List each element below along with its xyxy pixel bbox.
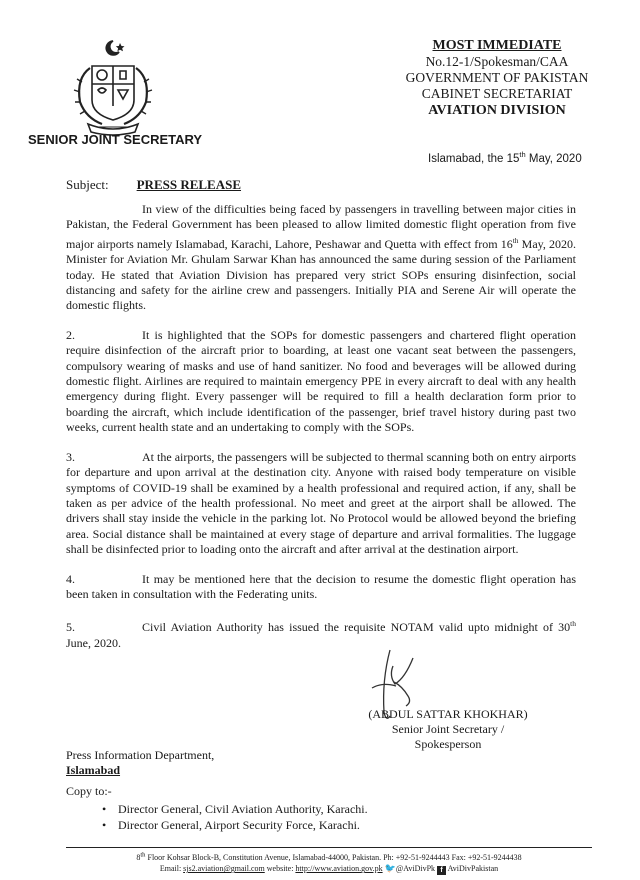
signatory-block bbox=[338, 707, 558, 752]
footer-address-line bbox=[136, 853, 521, 862]
list-item: • Director General, Airport Security Force, Karachi. bbox=[102, 818, 360, 832]
twitter-icon: 🐦 bbox=[384, 863, 396, 874]
copy-item-text: Director General, Civil Aviation Authority, Karachi. bbox=[118, 802, 368, 816]
paragraph-5-text-b: June, 2020. bbox=[66, 635, 121, 650]
footer-facebook-page[interactable]: AviDivPakistan bbox=[447, 864, 499, 874]
footer-address-superscript: th bbox=[140, 851, 146, 858]
pakistan-state-emblem-icon bbox=[68, 38, 158, 138]
signatory-role: Spokesperson bbox=[414, 737, 482, 751]
letter-body bbox=[66, 202, 576, 665]
paragraph-3-text: At the airports, the passengers will be subjected to thermal scanning both on entry airports for departure and upon arrival at the destination city. Anyone with raised body temperature on visible symptoms of COVID-19 shall be examined by a health professional and required action, if any, shall be taken as per advice of the health professional. No meet and greet at the airport shall be allowed. The drivers shall stay inside the vehicle in the parking lot. No Protocol would be allowed beyond the briefing area. Social distance shall be maintained at every stage of departure and arrival formalities. The luggage shall be disinfected prior to loading onto the aircraft and after arrival at the destination airport. bbox=[66, 449, 576, 557]
recipient-block bbox=[66, 748, 214, 778]
recipient-city: Islamabad bbox=[66, 763, 121, 777]
list-item: • Director General, Civil Aviation Authority, Karachi. bbox=[102, 802, 368, 816]
government-name: GOVERNMENT OF PAKISTAN bbox=[405, 70, 589, 85]
paragraph-2-text: It is highlighted that the SOPs for domestic passengers and chartered flight operation require disinfection of the aircraft prior to boarding, at least one vacant seat between the passengers, compulsory wearing of masks and use of hand sanitizer. No food and beverages will be allowed during domestic flight. Airlines are required to maintain emergency PPE in every aircraft to deal with any health emergency during flight. Every passenger will be required to fill a health declaration form prior to boarding the aircraft, which include identification of the passenger, brief travel history during past two weeks, current health state and an undertaking to comply with the SOPs. bbox=[66, 327, 576, 435]
footer-address: Floor Kohsar Block-B, Constitution Avenue, Islamabad-44000, Pakistan. Ph: +92-51-9244443 Fax: +92-51-9244438 bbox=[145, 852, 522, 862]
subject-value: PRESS RELEASE bbox=[136, 177, 242, 192]
copy-to-block bbox=[66, 783, 368, 833]
paragraph-5-superscript: th bbox=[570, 619, 576, 629]
footer-twitter-handle[interactable]: @AviDivPk bbox=[395, 864, 436, 874]
letterhead bbox=[372, 38, 622, 119]
paragraph-1 bbox=[66, 202, 576, 314]
division-name: AVIATION DIVISION bbox=[428, 103, 566, 118]
footer-website-link[interactable]: http://www.aviation.gov.pk bbox=[295, 864, 383, 874]
signatory-name: (ABDUL SATTAR KHOKHAR) bbox=[368, 707, 528, 721]
paragraph-2 bbox=[66, 328, 576, 436]
footer-address-number: 8 bbox=[136, 852, 141, 862]
paragraph-1-superscript: th bbox=[512, 235, 519, 245]
priority-label: MOST IMMEDIATE bbox=[432, 38, 562, 53]
copy-label: Copy to:- bbox=[66, 784, 112, 798]
date-line bbox=[428, 150, 582, 165]
date-superscript: th bbox=[519, 150, 526, 159]
secretariat-name: CABINET SECRETARIAT bbox=[421, 86, 573, 101]
date-prefix: Islamabad, the 15 bbox=[428, 152, 520, 165]
paragraph-5 bbox=[66, 616, 576, 651]
footer-divider bbox=[66, 847, 592, 848]
paragraph-4-number: 4. bbox=[66, 571, 75, 586]
paragraph-4-text: It may be mentioned here that the decision to resume the domestic flight operation has been taken in consultation with the Federating units. bbox=[66, 571, 576, 601]
paragraph-2-number: 2. bbox=[66, 327, 75, 342]
recipient-department: Press Information Department, bbox=[66, 748, 215, 762]
date-suffix: May, 2020 bbox=[525, 152, 582, 165]
footer-email-label: Email: bbox=[159, 864, 184, 874]
subject-label: Subject: bbox=[66, 177, 109, 192]
paragraph-1-text-a: In view of the difficulties being faced by passengers in travelling between major cities in Pakistan, the Federal Government has been pleased to allow limited domestic flight operation from five major airports namely Islamabad, Karachi, Lahore, Peshawar and Quetta with effect from 16 bbox=[66, 202, 576, 251]
paragraph-3 bbox=[66, 450, 576, 558]
paragraph-5-number: 5. bbox=[66, 620, 75, 635]
footer-contact-line bbox=[160, 864, 498, 873]
facebook-icon: f bbox=[437, 866, 446, 875]
subject-line bbox=[66, 177, 241, 193]
signatory-title: Senior Joint Secretary / bbox=[391, 722, 505, 736]
footer-website-label: website: bbox=[264, 864, 296, 874]
paragraph-5-text-a: Civil Aviation Authority has issued the requisite NOTAM valid upto midnight of 30 bbox=[142, 620, 571, 635]
footer bbox=[66, 850, 592, 875]
paragraph-3-number: 3. bbox=[66, 449, 75, 464]
reference-number: No.12-1/Spokesman/CAA bbox=[425, 54, 569, 69]
footer-email-link[interactable]: sjs2.aviation@gmail.com bbox=[183, 864, 265, 874]
paragraph-4 bbox=[66, 572, 576, 603]
paragraph-1-text-b: May, 2020. Minister for Aviation Mr. Ghulam Sarwar Khan has announced the same during session of the Parliament today. He stated that Aviation Division has prepared very strict SOPs ensuring disinfection, social distancing and safety for the airline crew and passengers. Initially PIA and Serene Air will operate the domestic flights. bbox=[66, 236, 577, 313]
copy-item-text: Director General, Airport Security Force, Karachi. bbox=[118, 818, 360, 832]
copy-list bbox=[66, 801, 368, 833]
sender-title: SENIOR JOINT SECRETARY bbox=[28, 132, 203, 147]
